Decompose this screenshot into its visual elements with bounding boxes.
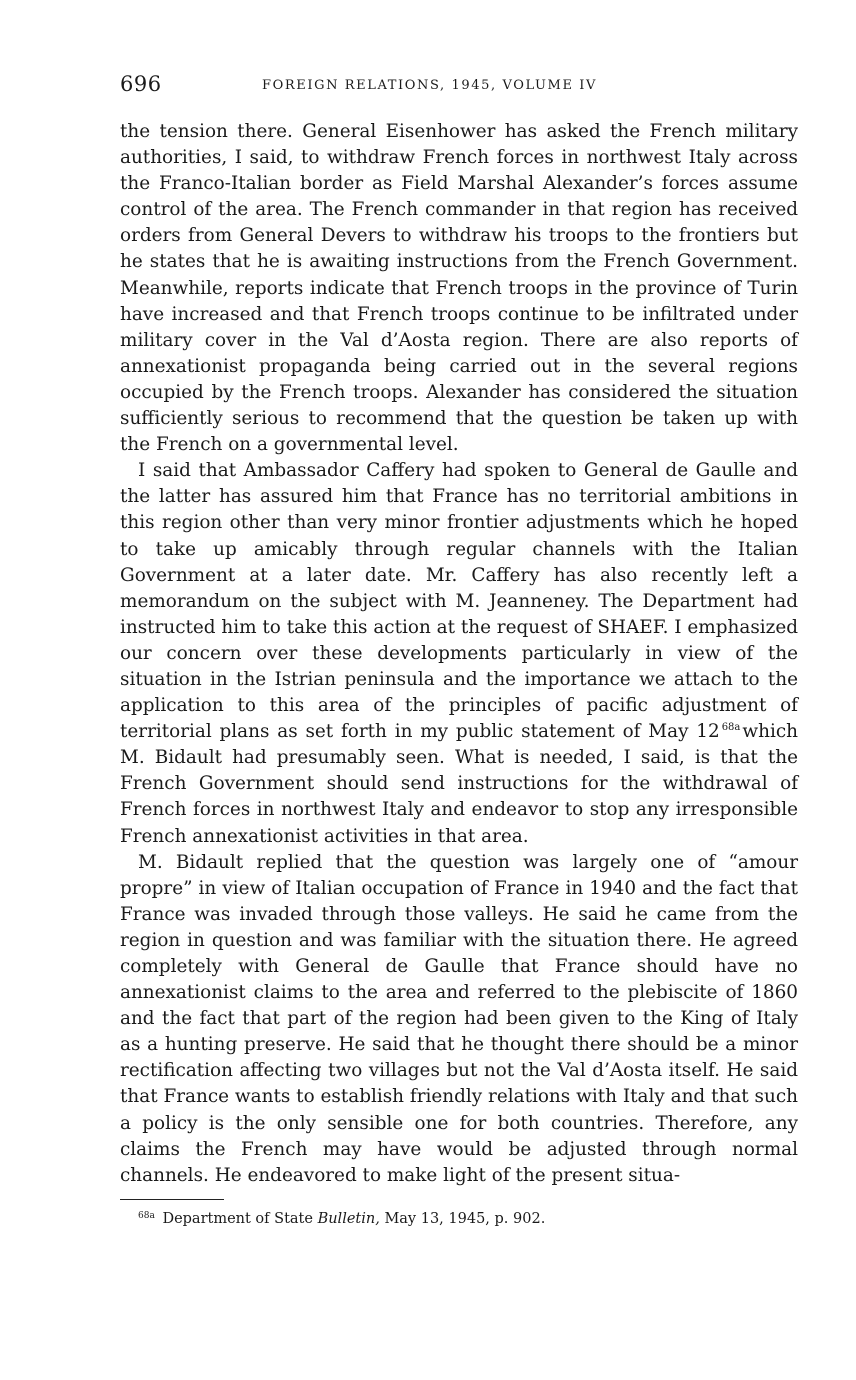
running-head-title: FOREIGN RELATIONS, 1945, VOLUME IV	[262, 78, 598, 93]
paragraph-2	[120, 458, 798, 849]
paragraph-2-text-after-note: which M. Bidault had presumably seen. What is needed, I said, is that the French Government should send instructions for the withdrawal of French forces in northwest Italy and endeavor to stop any irresponsible French annexationist activities in that area.	[120, 721, 798, 847]
running-head	[120, 72, 798, 106]
footnote	[138, 1206, 798, 1229]
footnote-divider	[120, 1199, 224, 1200]
footnote-text-after: May 13, 1945, p. 902.	[384, 1210, 546, 1227]
paragraph-2-text-before-note: I said that Ambassador Caffery had spoken to General de Gaulle and the latter has assured him that France has no territorial ambitions in this region other than very minor frontier adjustments which he hoped to take up amicably through regular channels with the Italian Government at a later date. Mr. Caffery has also recently left a memorandum on the subject with M. Jeanneney. The Department had instructed him to take this action at the request of SHAEF. I emphasized our concern over these developments particularly in view of the situation in the Istrian peninsula and the importance we attach to the application to this area of the principles of pacific adjustment of territorial plans as set forth in my public statement of May 12	[120, 460, 798, 743]
body-text	[120, 119, 798, 1189]
footnote-reference: 68a	[721, 722, 741, 734]
paragraph-1: the tension there. General Eisenhower has asked the French military authorities, I said, to withdraw French forces in northwest Italy across the Franco-Italian border as Field Marshal Alexander’s forces assume control of the area. The French commander in that region has received orders from General Devers to withdraw his troops to the frontiers but he states that he is awaiting instructions from the French Government. Meanwhile, reports indicate that French troops in the province of Turin have increased and that French troops continue to be infiltrated under military cover in the Val d’Aosta region. There are also reports of annexationist propaganda being carried out in the several regions occupied by the French troops. Alexander has considered the situation sufficiently serious to recommend that the question be taken up with the French on a governmental level.	[120, 121, 798, 456]
page	[120, 72, 798, 1229]
footnote-italic-title: Bulletin,	[317, 1210, 380, 1227]
page-number: 696	[120, 72, 162, 96]
paragraph-3: M. Bidault replied that the question was largely one of “amour propre” in view of Italian occupation of France in 1940 and the fact that France was invaded through those valleys. He said he came from the region in question and was familiar with the situation there. He agreed completely with General de Gaulle that France should have no annexationist claims to the area and referred to the plebiscite of 1860 and the fact that part of the region had been given to the King of Italy as a hunting preserve. He said that he thought there should be a minor rectification affecting two villages but not the Val d’Aosta itself. He said that France wants to establish friendly relations with Italy and that such a policy is the only sensible one for both countries. Therefore, any claims the French may have would be adjusted through normal channels. He endeavored to make light of the present situa-	[120, 851, 798, 1186]
footnote-text-before: Department of State	[162, 1210, 313, 1227]
footnote-mark: 68a	[138, 1210, 155, 1221]
